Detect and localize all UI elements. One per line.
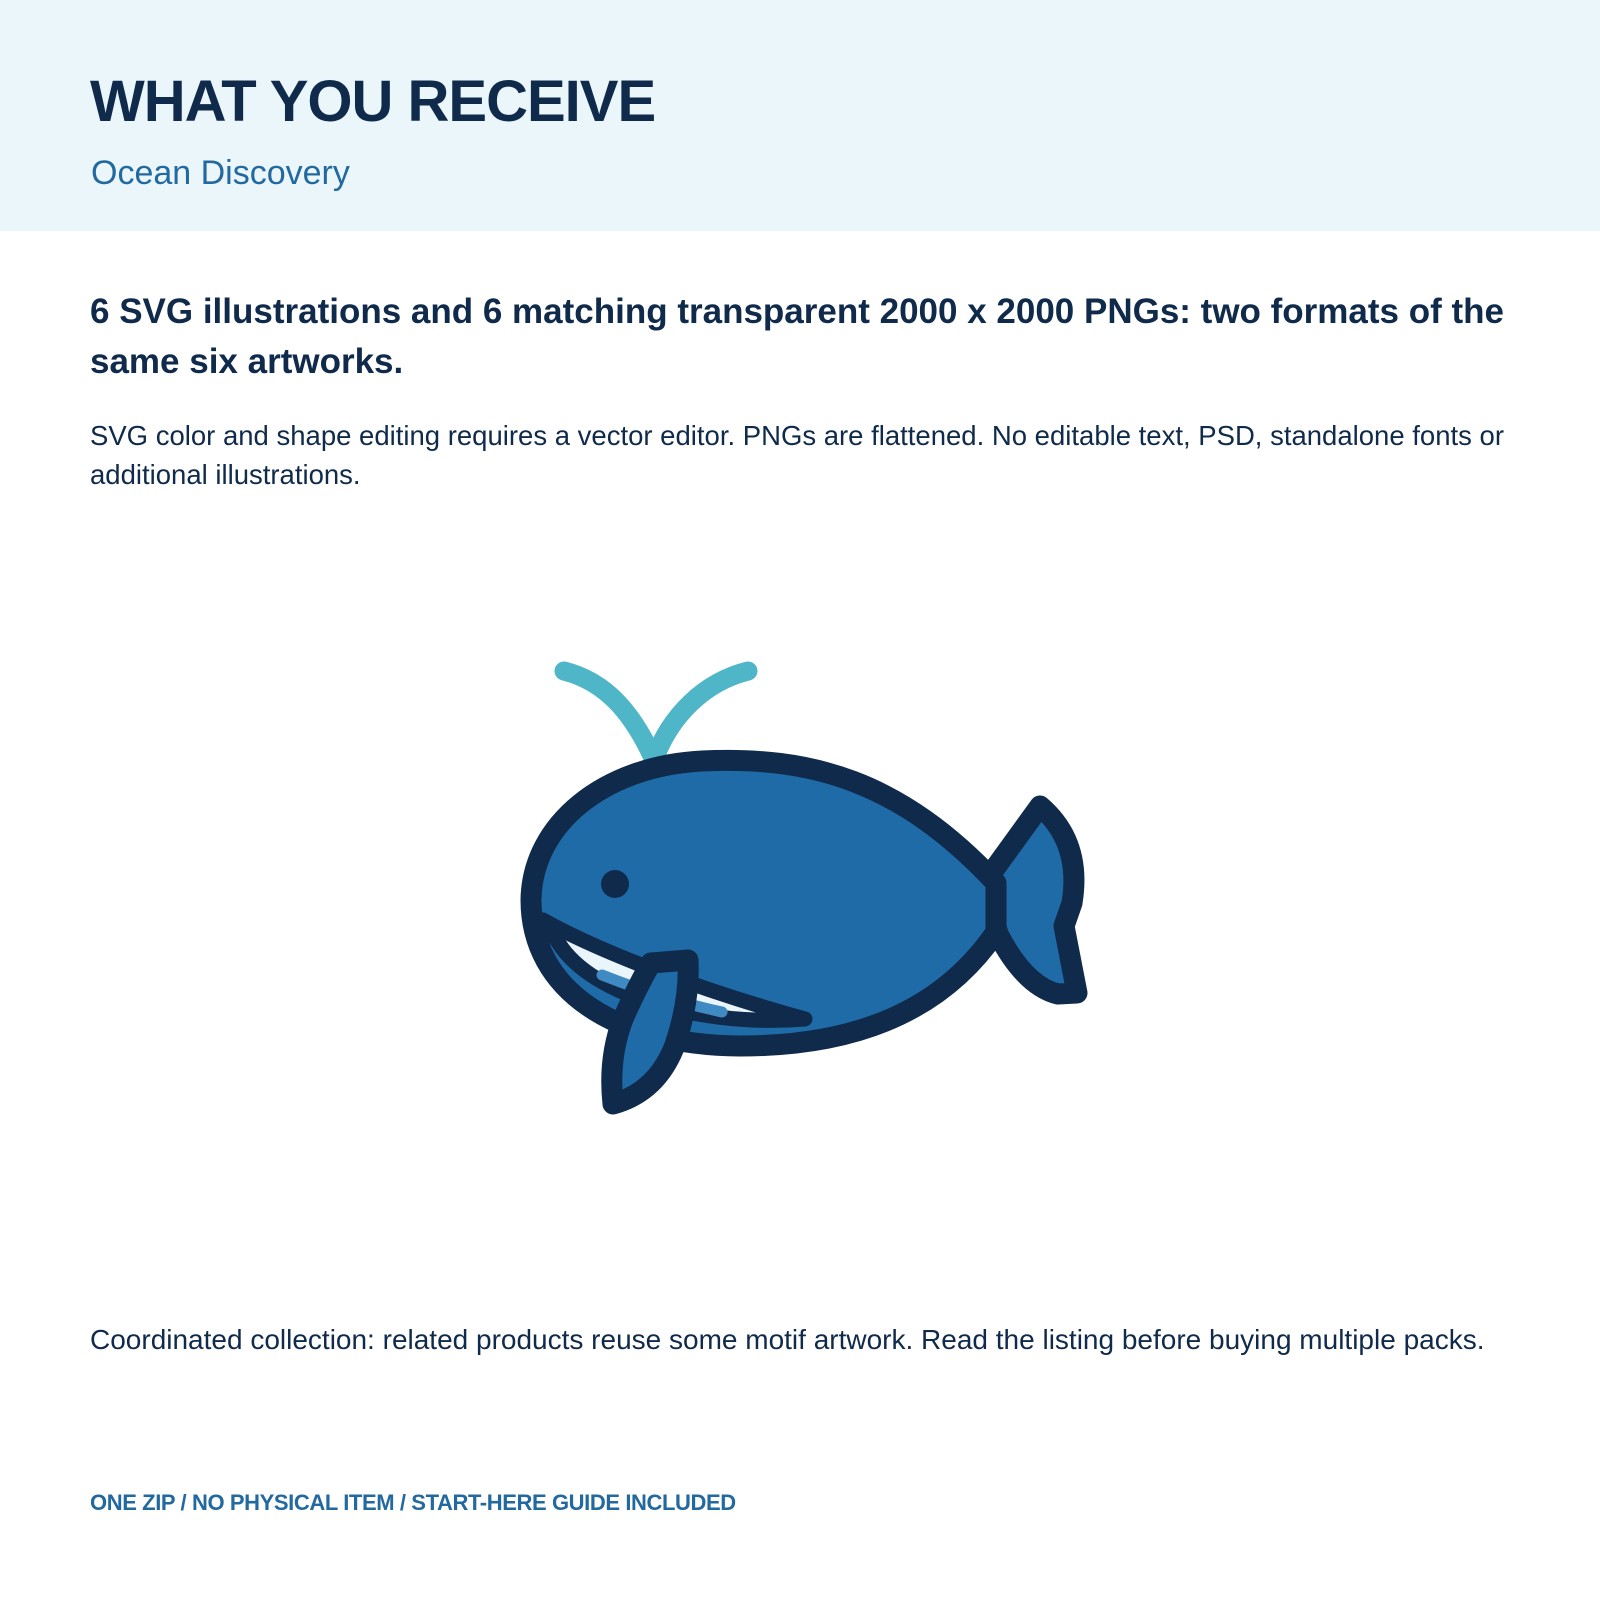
whale-icon bbox=[500, 640, 1100, 1120]
whale-eye bbox=[601, 870, 629, 898]
collection-name: Ocean Discovery bbox=[91, 154, 350, 192]
whale-illustration bbox=[500, 640, 1100, 1120]
product-headline: 6 SVG illustrations and 6 matching transparent 2000 x 2000 PNGs: two formats of the same six artworks. bbox=[90, 292, 1504, 381]
footer-tagline: ONE ZIP / NO PHYSICAL ITEM / START-HERE GUIDE INCLUDED bbox=[90, 1490, 736, 1515]
format-note: SVG color and shape editing requires a vector editor. PNGs are flattened. No editable text, PSD, standalone fonts or additional illustrations. bbox=[90, 420, 1504, 490]
page-title: WHAT YOU RECEIVE bbox=[90, 69, 656, 134]
whale-spout bbox=[564, 671, 748, 760]
header-band bbox=[0, 0, 1600, 231]
collection-note: Coordinated collection: related products reuse some motif artwork. Read the listing before buying multiple packs. bbox=[90, 1324, 1485, 1355]
